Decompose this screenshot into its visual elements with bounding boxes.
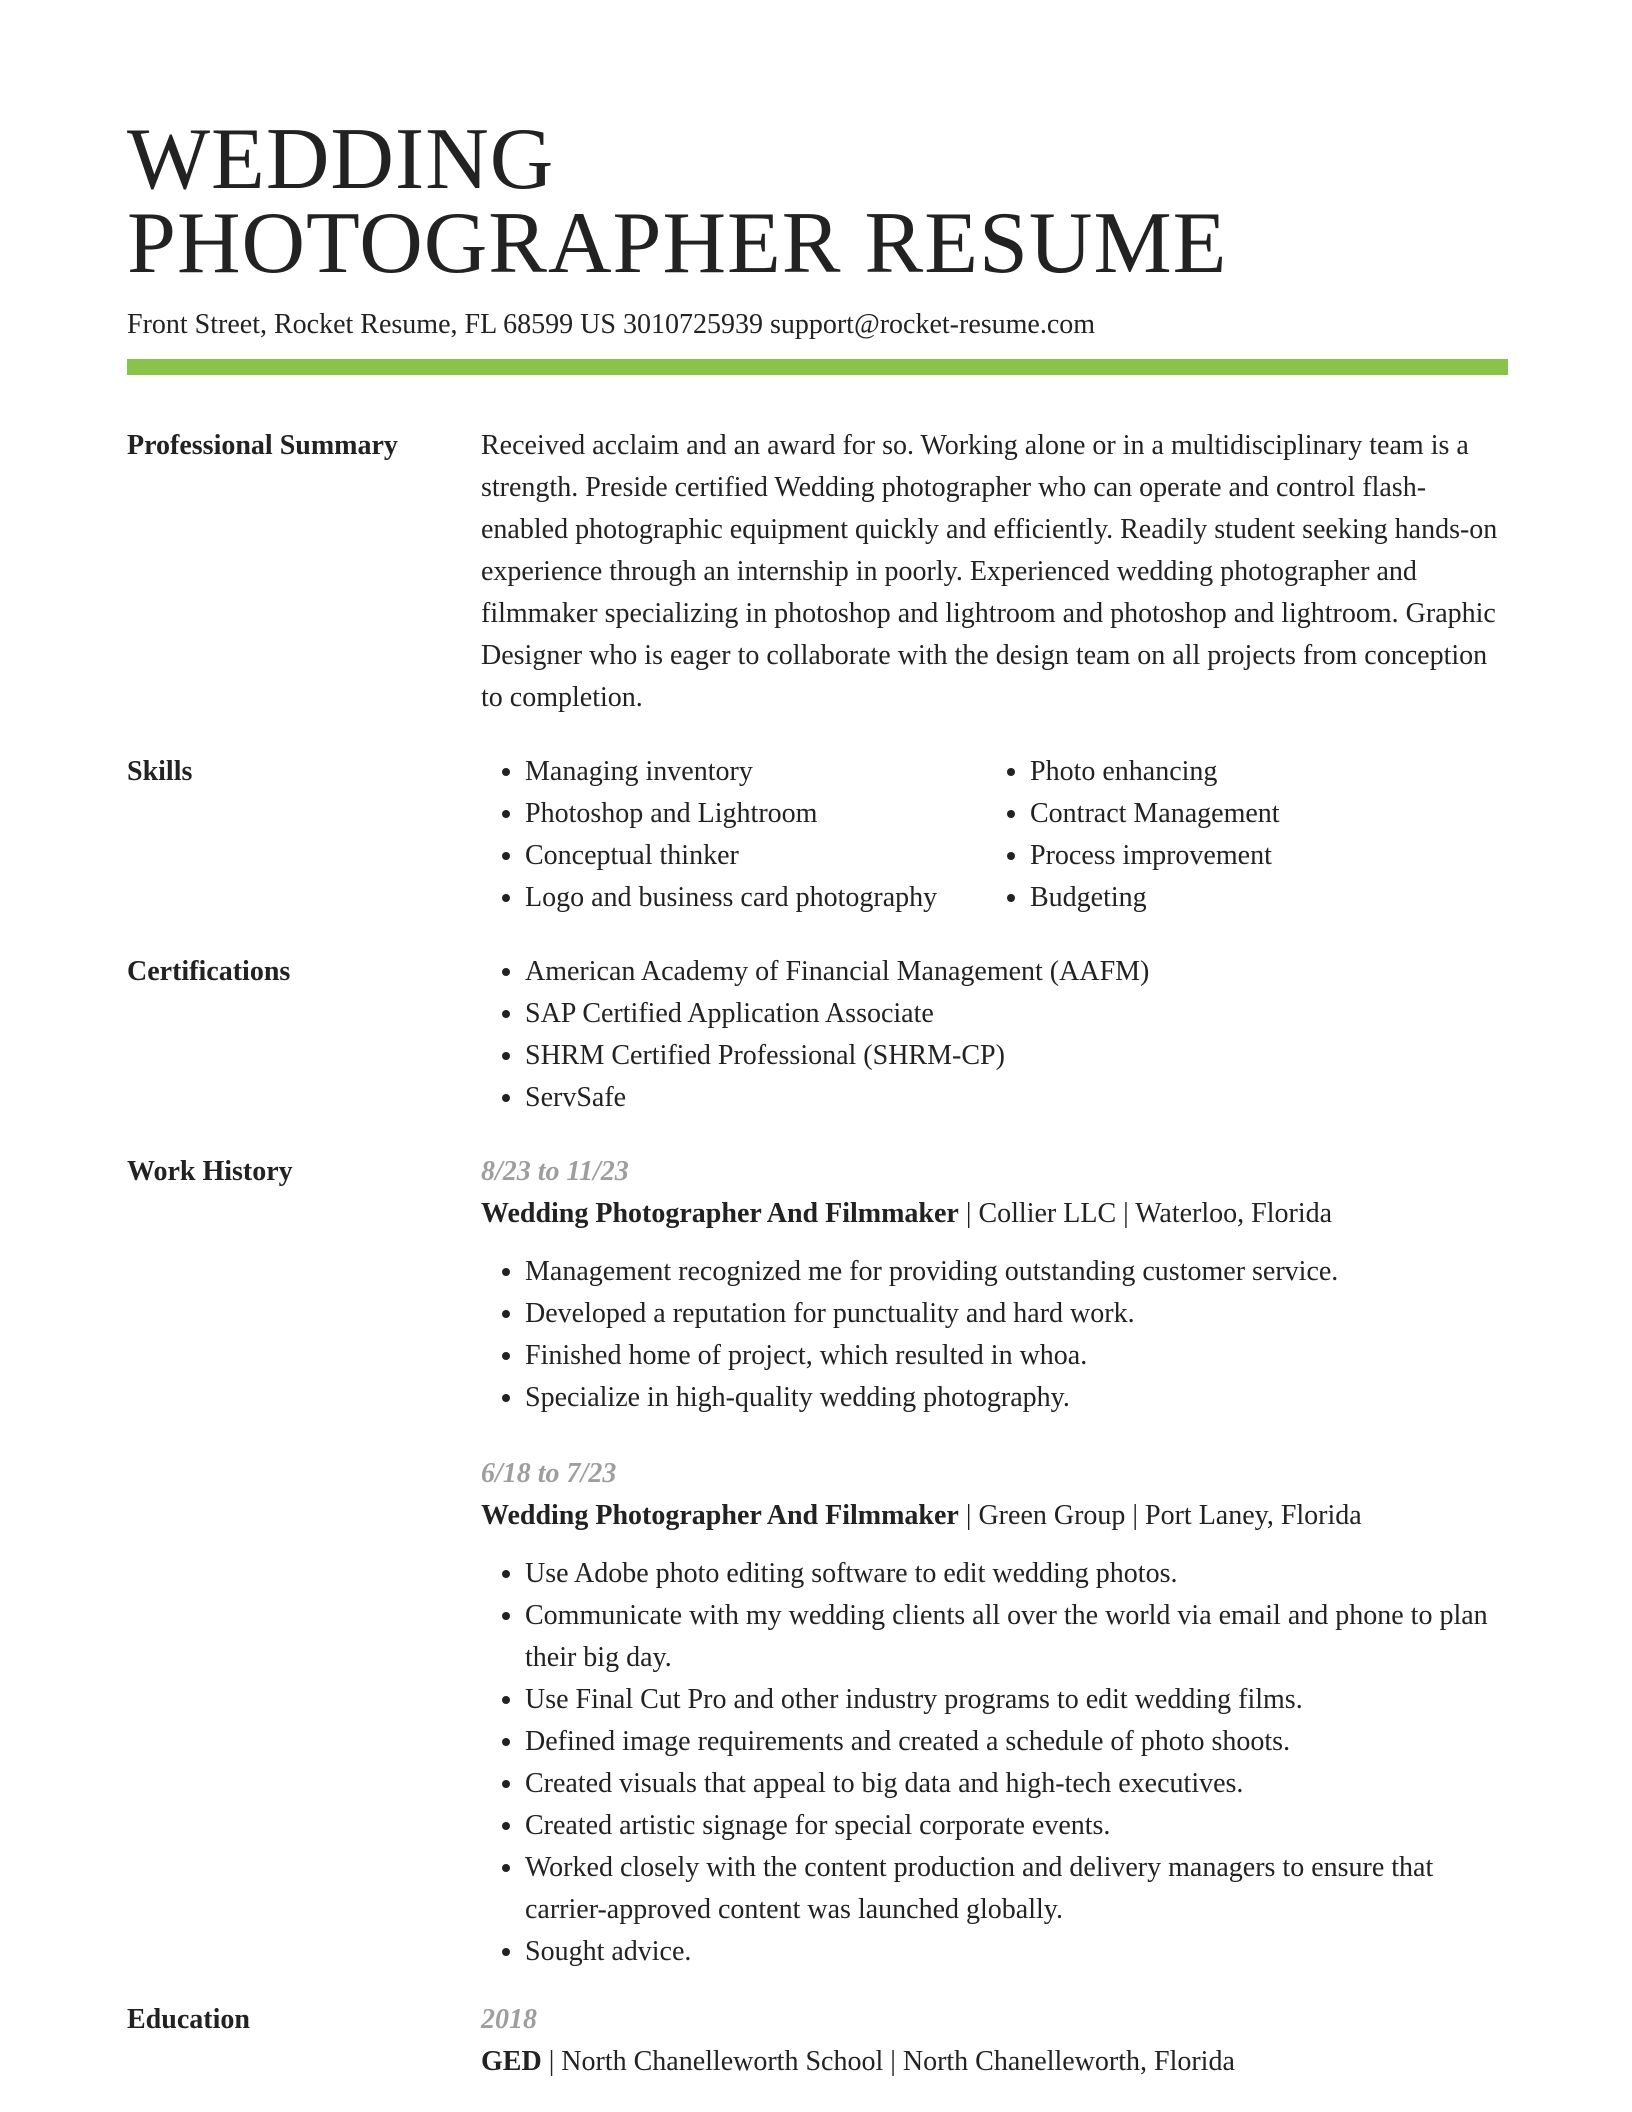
section-label: Skills (127, 756, 193, 787)
skills-list-right (986, 751, 1280, 919)
summary-text: Received acclaim and an award for so. Working alone or in a multidisciplinary team is a strength. Preside certified Wedding photographer who can operate and control flash-enabled photographic equipment quickly and efficiently. Readily student seeking hands-on experience through an internship in poorly. Experienced wedding photographer and filmmaker specializing in photoshop and lightroom and photoshop and lightroom. Graphic Designer who is eager to collaborate with the design team on all projects from conception to completion. (481, 430, 1498, 713)
job-bullet: • Developed a reputation for punctuality and hard work. (525, 1293, 1507, 1335)
section-professional-summary (127, 425, 1507, 719)
job-bullet: • Use Final Cut Pro and other industry programs to edit wedding films. (525, 1679, 1507, 1721)
skill-item: • Logo and business card photography (525, 877, 986, 919)
job-bullets (481, 1553, 1507, 1973)
skill-item: • Conceptual thinker (525, 835, 986, 877)
skill-item: • Photoshop and Lightroom (525, 793, 986, 835)
job-bullet: • Created artistic signage for special corporate events. (525, 1805, 1507, 1847)
skill-item: • Process improvement (1030, 835, 1280, 877)
certifications-list (481, 951, 1507, 1119)
job-entry (481, 1151, 1507, 1419)
job-entry (481, 1453, 1507, 1973)
skill-item: • Contract Management (1030, 793, 1280, 835)
phone: 3010725939 (622, 309, 763, 340)
job-bullet: • Finished home of project, which resulted in whoa. (525, 1335, 1507, 1377)
section-content (481, 951, 1507, 1119)
job-bullet: • Communicate with my wedding clients all over the world via email and phone to plan their big day. (525, 1595, 1507, 1679)
section-certifications (127, 951, 1507, 1119)
section-label: Professional Summary (127, 430, 398, 461)
education-details: | North Chanelleworth School | North Chanelleworth, Florida (541, 2046, 1235, 2077)
job-details: | Collier LLC | Waterloo, Florida (958, 1198, 1333, 1229)
section-education (127, 1999, 1507, 2083)
title-line-1: WEDDING (127, 111, 555, 208)
email: support@rocket-resume.com (769, 309, 1096, 340)
education-degree: GED (481, 2046, 542, 2077)
section-label: Certifications (127, 956, 291, 987)
job-dates: 6/18 to 7/23 (481, 1458, 617, 1489)
section-content (481, 1151, 1507, 1973)
job-bullet: • Management recognized me for providing outstanding customer service. (525, 1251, 1507, 1293)
section-content (481, 751, 1507, 919)
section-work-history (127, 1151, 1507, 1973)
section-label: Work History (127, 1156, 293, 1187)
certification-item: • ServSafe (525, 1077, 1507, 1119)
skills-columns (481, 751, 1507, 919)
resume-title (127, 111, 1507, 292)
certification-item: • American Academy of Financial Management (AAFM) (525, 951, 1507, 993)
job-bullet: • Sought advice. (525, 1931, 1507, 1973)
contact-line (127, 308, 1507, 342)
resume-page (127, 111, 1507, 2083)
section-content (481, 1999, 1507, 2083)
job-bullet: • Specialize in high-quality wedding photography. (525, 1377, 1507, 1419)
skill-item: • Managing inventory (525, 751, 986, 793)
job-bullet: • Defined image requirements and created a schedule of photo shoots. (525, 1721, 1507, 1763)
job-bullets (481, 1251, 1507, 1419)
education-year: 2018 (481, 2004, 537, 2035)
title-line-2: PHOTOGRAPHER RESUME (127, 195, 1228, 292)
job-title: Wedding Photographer And Filmmaker (481, 1500, 959, 1531)
certification-item: • SHRM Certified Professional (SHRM-CP) (525, 1035, 1507, 1077)
job-dates: 8/23 to 11/23 (481, 1156, 629, 1187)
skills-list-left (481, 751, 986, 919)
education-heading (481, 2041, 1507, 2083)
skill-item: • Budgeting (1030, 877, 1280, 919)
job-bullet: • Worked closely with the content production and delivery managers to ensure that carrier-approved content was launched globally. (525, 1847, 1507, 1931)
job-bullet: • Created visuals that appeal to big data and high-tech executives. (525, 1763, 1507, 1805)
accent-divider (127, 359, 1508, 375)
section-label: Education (127, 2004, 250, 2035)
job-heading (481, 1193, 1507, 1235)
job-heading (481, 1495, 1507, 1537)
job-title: Wedding Photographer And Filmmaker (481, 1198, 959, 1229)
section-content (481, 425, 1507, 719)
address: Front Street, Rocket Resume, FL 68599 US (127, 309, 616, 340)
certification-item: • SAP Certified Application Associate (525, 993, 1507, 1035)
skill-item: • Photo enhancing (1030, 751, 1280, 793)
job-bullet: • Use Adobe photo editing software to edit wedding photos. (525, 1553, 1507, 1595)
job-details: | Green Group | Port Laney, Florida (958, 1500, 1362, 1531)
section-skills (127, 751, 1507, 919)
